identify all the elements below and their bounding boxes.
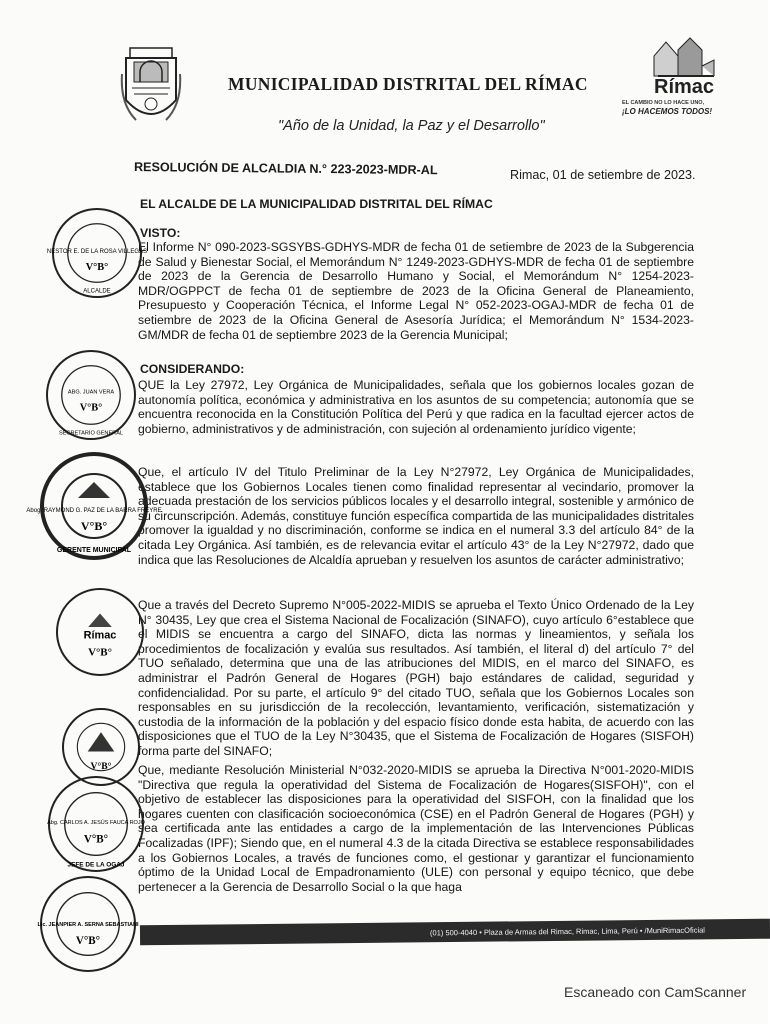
- stamp-unidad: [62, 708, 140, 786]
- stamp-name: Lic. JEANPIER A. SERNA SEBASTIANI: [37, 921, 139, 928]
- page-title: MUNICIPALIDAD DISTRITAL DEL RÍMAC: [228, 74, 588, 94]
- document-date: Rimac, 01 de setiembre de 2023.: [510, 168, 696, 182]
- stamp-vb: V°B°: [90, 761, 112, 773]
- stamp-vb: V°B°: [83, 833, 109, 846]
- stamp-secretario: [46, 350, 136, 440]
- considerando-paragraph-3: Que a través del Decreto Supremo N°005-2022-MIDIS se aprueba el Texto Único Ordenado de la Ley N° 30435, Ley que crea el Sistema Nacional de Focalización (SINAFO), cuyo artículo 6°establece que el MIDIS se encuentra a cargo del SINAFO, dicta las normas y lineamientos, y señala los procedimientos de focalización y evalúa sus resultados. Así también, el literal d) del artículo 7° del TUO señalado, determina que una de las atribuciones del MIDIS, en el marco del SINAFO, es administrar el Padrón General de Hogares (PGH) bajo estándares de calidad, seguridad y confidencialidad. Por su parte, el artículo 9° del citado TUO, señala que los Gobiernos Locales son responsables en su jurisdicción de la recolección, levantamiento, verificación, sistematización y custodia de la información de la población y del espacio físico donde esta habita, de acuerdo con las disposiciones que el TUO de la Ley N°30435, que el Sistema de Focalización de Hogares (SISFOH) forma parte del SINAFO;: [138, 598, 694, 758]
- visto-paragraph: El Informe N° 090-2023-SGSYBS-GDHYS-MDR de fecha 01 de setiembre de 2023 de la Subgerencia de Salud y Bienestar Social, el Memorándum N° 1249-2023-GDHYS-MDR de fecha 01 de septiembre de 2023 de la Gerencia de Desarrollo Humano y Social, el Memorándum N° 1254-2023-MDR/OGPPCT de fecha 01 de septiembre de 2023 de la Oficina General de Planeamiento, Presupuesto y Cooperación Técnica, el Informe Legal N° 052-2023-OGAJ-MDR de fecha 01 de setiembre de 2023 de la Oficina General de Asesoría Jurídica; el Memorándum N° 1534-2023-GM/MDR de fecha 01 de septiembre 2023 de la Gerencia Municipal;: [138, 240, 694, 342]
- stamp-vb: V°B°: [80, 519, 108, 533]
- rimac-logo: [618, 36, 728, 120]
- stamp-bottom: SECRETARÍO GENERAL: [58, 430, 124, 437]
- scanner-watermark: Escaneado con CamScanner: [564, 984, 747, 1000]
- stamp-name: NESTOR E. DE LA ROSA VILLEGAS: [46, 249, 148, 255]
- logo-tagline-2: ¡LO HACEMOS TODOS!: [622, 107, 713, 116]
- logo-tagline-1: EL CAMBIO NO LO HACE UNO,: [622, 100, 705, 106]
- motto: "Año de la Unidad, la Paz y el Desarrollo": [278, 118, 545, 134]
- logo-brand: Rímac: [654, 76, 715, 98]
- stamp-bottom: JEFE DE LA OGAJ: [67, 861, 125, 869]
- considerando-paragraph-4: Que, mediante Resolución Ministerial N°032-2020-MIDIS se aprueba la Directiva N°001-2020-MIDIS "Directiva que regula la operatividad del Sistema de Focalización de Hogares(SISFOH)", con el objetivo de establecer las disposiciones para la operatividad del SISFOH, con la finalidad que los hogares cuenten con clasificación socioeconómica (CSE) en el Padrón General de Hogares (PGH) y sea certificada ante las entidades a cargo de la implementación de las Intervenciones Públicas Focalizadas (IPF); Siendo que, en el numeral 4.3 de la citada Directiva se establece responsabilidades a los Gobiernos Locales, a través de funciones como, el gestionar y garantizar el funcionamiento óptimo de la Unidad Local de Empadronamiento (ULE) con personal y equipo técnico, que debe pertenecer a la Gerencia de Desarrollo Social o la que haga: [138, 763, 694, 894]
- stamp-name: ABG. JUAN VERA: [67, 389, 115, 396]
- considerando-paragraph-2: Que, el artículo IV del Titulo Preliminar de la Ley N°27972, Ley Orgánica de Municipalidades, establece que los Gobiernos Locales tienen como finalidad representar al vecindario, promover la adecuada prestación de los servicios públicos locales y el desarrollo integral, sostenible y armónico de su circunscripción. Además, constituye función específica compartida de las municipalidades distritales promover la igualdad y no discriminación, conforme se indica en el numeral 3.3 del artículo 84° de la citada Ley Orgánica. Así también, es de relevancia evitar el artículo 43° de la Ley N°27972, dado que indica que las Resoluciones de Alcaldía aprueban y resuelven los asuntos de carácter administrativo;: [138, 465, 694, 567]
- stamp-vb: V°B°: [79, 402, 103, 414]
- resolution-number: RESOLUCIÓN DE ALCALDIA N.° 223-2023-MDR-AL: [133, 160, 438, 178]
- stamp-name: Abg. CARLOS A. JESÚS FAUCA ROJO: [47, 820, 145, 826]
- stamp-name: Rímac: [83, 629, 117, 642]
- stamp-ogaj: [48, 776, 144, 872]
- stamp-vb: V°B°: [75, 935, 101, 948]
- church-icon: [618, 36, 728, 80]
- stamp-vb: V°B°: [85, 262, 109, 274]
- considerando-paragraph-1: QUE la Ley 27972, Ley Orgánica de Municipalidades, señala que los gobiernos locales gozan de autonomía política, económica y administrativa en los asuntos de su competencia; autonomía que se encuentra reconocida en la Constitución Política del Perú y que radica en la facultad ejercer actos de gobierno, administrativos y de administración, con sujeción al ordenamiento jurídico vigente;: [138, 378, 694, 436]
- stamp-name: Abog. RAYMOND G. PAZ DE LA BARRA FREYRE: [26, 508, 162, 514]
- stamp-alcalde: [46, 208, 148, 298]
- stamp-rimac: [56, 588, 144, 676]
- addressee: EL ALCALDE DE LA MUNICIPALIDAD DISTRITAL DEL RÍMAC: [140, 197, 493, 211]
- coat-of-arms-icon: [120, 44, 182, 130]
- stamp-gerente-municipal: [26, 452, 162, 560]
- stamp-bottom: GERENTE MUNICIPAL: [56, 547, 132, 554]
- visto-heading: VISTO:: [140, 226, 181, 240]
- stamp-bottom: ALCALDE: [83, 288, 111, 295]
- footer-contact: (01) 500-4040 • Plaza de Armas del Rimac, Rimac, Lima, Perú • /MuniRimacOficial: [429, 925, 705, 938]
- considerando-heading: CONSIDERANDO:: [140, 362, 245, 376]
- stamp-planeamiento: [37, 876, 139, 972]
- stamp-vb: V°B°: [88, 646, 112, 659]
